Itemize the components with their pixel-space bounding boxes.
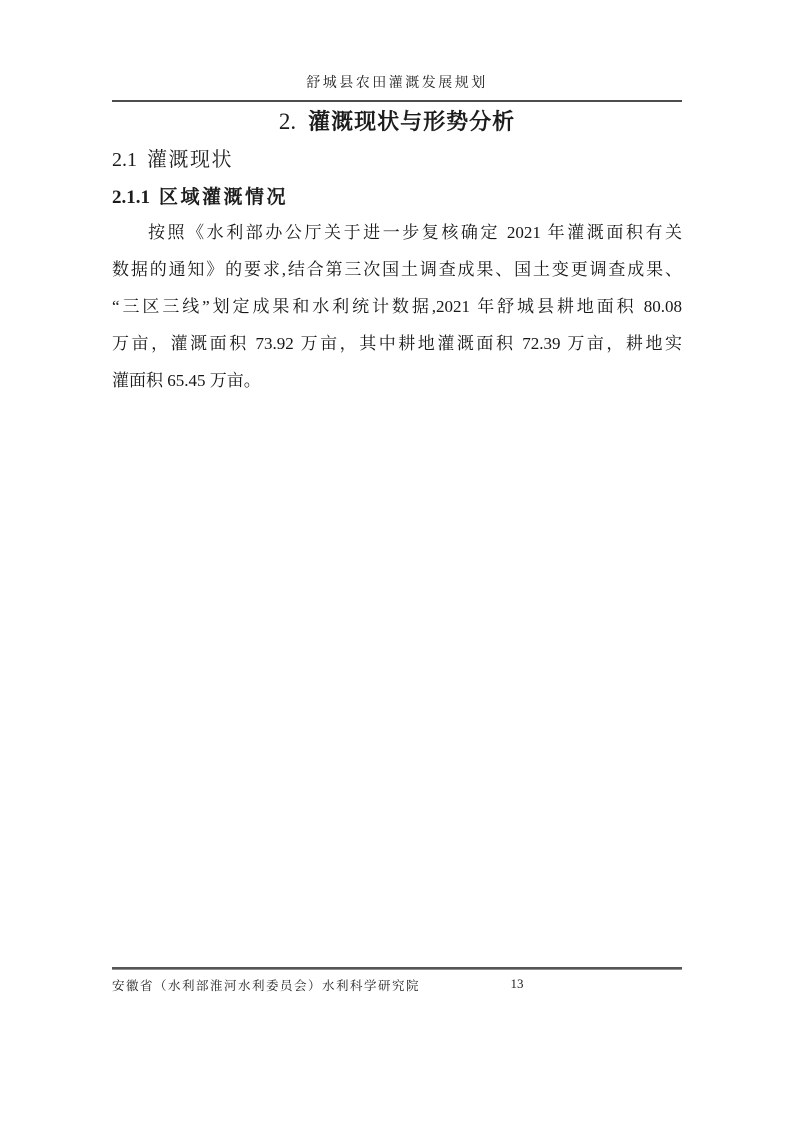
chapter-title (0, 106, 794, 141)
section-title-text: 灌溉现状 (147, 149, 233, 171)
footer-organization: 安徽省（水利部淮河水利委员会）水利科学研究院 (112, 979, 421, 993)
paragraph-line: “三区三线”划定成果和水利统计数据,2021 年舒城县耕地面积 80.08 (112, 297, 682, 316)
paragraph-line: 万亩，灌溉面积 73.92 万亩，其中耕地灌溉面积 72.39 万亩，耕地实 (112, 334, 682, 353)
header-rule (112, 100, 682, 102)
paragraph-line: 数据的通知》的要求,结合第三次国土调查成果、国土变更调查成果、 (112, 260, 682, 279)
chapter-number: 2. (278, 109, 297, 134)
subsection-title-text: 区域灌溉情况 (159, 187, 289, 208)
chapter-title-text: 灌溉现状与形势分析 (308, 109, 516, 134)
running-header-title: 舒城县农田灌溉发展规划 (306, 76, 488, 91)
body-paragraph (112, 214, 682, 399)
subsection-number: 2.1.1 (112, 187, 150, 208)
section-heading (112, 147, 233, 175)
subsection-heading (112, 185, 288, 211)
page-number: 13 (510, 976, 524, 991)
paragraph-line: 按照《水利部办公厅关于进一步复核确定 2021 年灌溉面积有关 (148, 223, 682, 242)
footer-rule (112, 967, 682, 970)
paragraph-line: 灌面积 65.45 万亩。 (112, 371, 261, 390)
running-header (112, 72, 682, 92)
section-number: 2.1 (112, 149, 137, 171)
